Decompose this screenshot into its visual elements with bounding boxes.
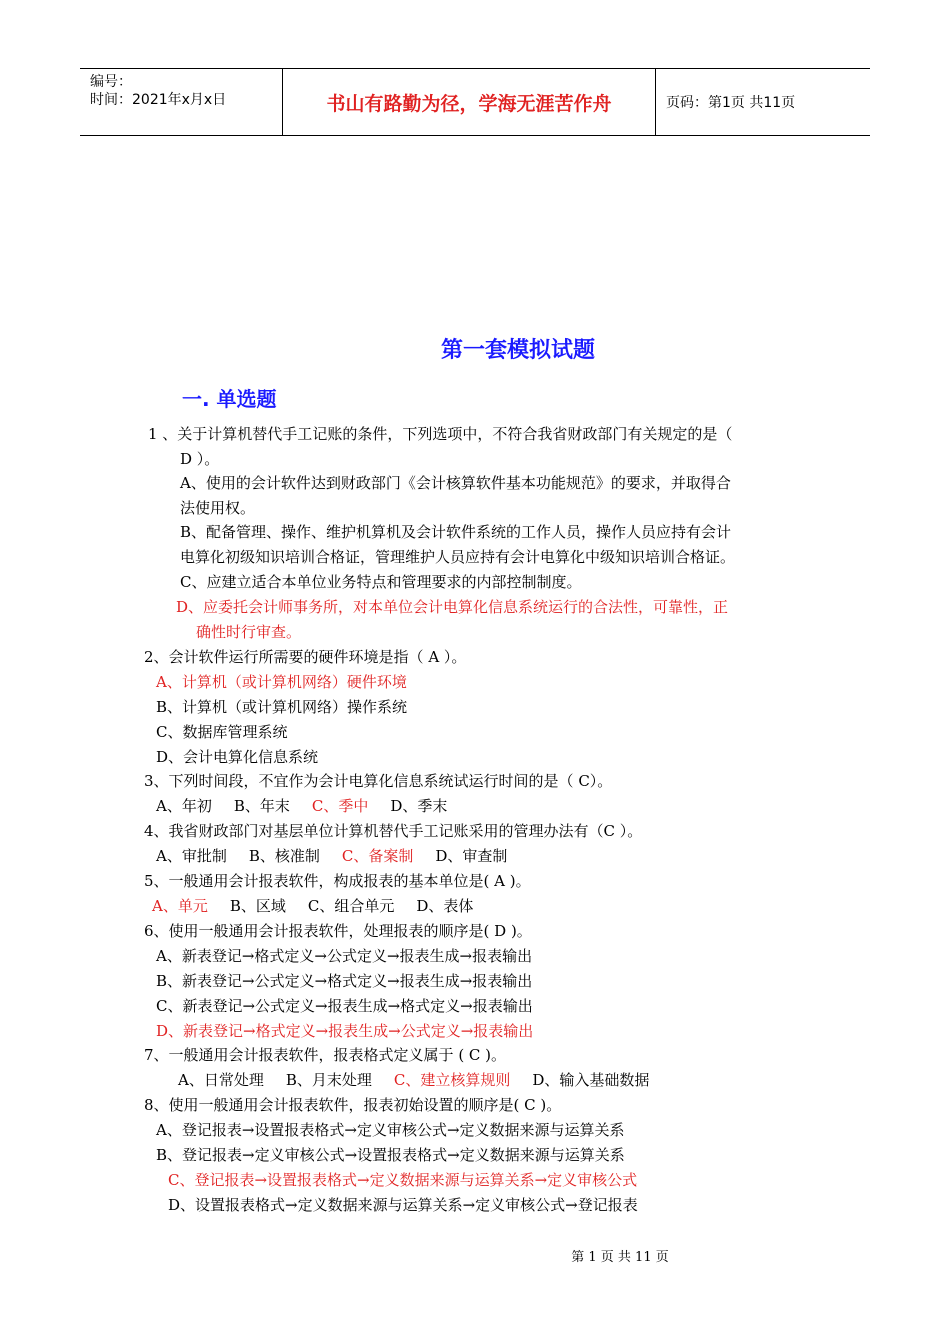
option-text: C、组合单元 bbox=[307, 897, 395, 915]
question-line: 确性时行审查。 bbox=[196, 623, 302, 641]
question-line: 8、使用一般通用会计报表软件，报表初始设置的顺序是( C )。 bbox=[144, 1096, 562, 1114]
question-line: 1 、关于计算机替代手工记账的条件，下列选项中，不符合我省财政部门有关规定的是（ bbox=[148, 425, 733, 443]
question-line: C、登记报表→设置报表格式→定义数据来源与运算关系→定义审核公式 bbox=[168, 1171, 638, 1189]
option-text: C、季中 bbox=[311, 797, 369, 815]
question-line: C、新表登记→公式定义→报表生成→格式定义→报表输出 bbox=[156, 997, 533, 1015]
question-line: C、应建立适合本单位业务特点和管理要求的内部控制制度。 bbox=[180, 573, 582, 591]
option-text: C、建立核算规则 bbox=[393, 1071, 511, 1089]
option-text: B、年末 bbox=[233, 797, 290, 815]
question-line: A、使用的会计软件达到财政部门《会计核算软件基本功能规范》的要求，并取得合 bbox=[180, 474, 731, 492]
question-line: A、计算机（或计算机网络）硬件环境 bbox=[156, 673, 407, 691]
question-line: 4、我省财政部门对基层单位计算机替代手工记账采用的管理办法有（C ）。 bbox=[144, 822, 643, 840]
question-line: D、会计电算化信息系统 bbox=[156, 748, 319, 766]
option-text: D、输入基础数据 bbox=[532, 1071, 650, 1089]
question-line bbox=[152, 896, 495, 916]
doc-title: 第一套模拟试题 bbox=[440, 338, 595, 363]
page-header bbox=[80, 68, 870, 136]
option-text: D、表体 bbox=[416, 897, 474, 915]
option-text: A、单元 bbox=[152, 897, 208, 915]
section-title: 一. 单选题 bbox=[182, 387, 277, 411]
option-text: A、审批制 bbox=[156, 847, 227, 865]
question-line: B、新表登记→公式定义→格式定义→报表生成→报表输出 bbox=[156, 972, 533, 990]
option-text: B、月末处理 bbox=[285, 1071, 372, 1089]
code-label: 编号： bbox=[90, 74, 132, 90]
question-line: 5、一般通用会计报表软件，构成报表的基本单位是( A )。 bbox=[144, 872, 531, 890]
question-line bbox=[156, 796, 469, 816]
question-line: D ）。 bbox=[180, 450, 220, 468]
page-footer: 第 1 页 共 11 页 bbox=[571, 1250, 669, 1265]
question-line: B、登记报表→定义审核公式→设置报表格式→定义数据来源与运算关系 bbox=[156, 1146, 625, 1164]
option-text: B、区域 bbox=[229, 897, 286, 915]
question-line: A、登记报表→设置报表格式→定义审核公式→定义数据来源与运算关系 bbox=[156, 1121, 625, 1139]
question-line: D、设置报表格式→定义数据来源与运算关系→定义审核公式→登记报表 bbox=[168, 1196, 638, 1214]
option-text: A、日常处理 bbox=[178, 1071, 264, 1089]
question-line: A、新表登记→格式定义→公式定义→报表生成→报表输出 bbox=[156, 947, 533, 965]
question-line: 法使用权。 bbox=[180, 499, 256, 517]
question-line: 3、下列时间段，不宜作为会计电算化信息系统试运行时间的是（ C）。 bbox=[144, 772, 613, 790]
question-line: 6、使用一般通用会计报表软件，处理报表的顺序是( D )。 bbox=[144, 922, 532, 940]
question-line: B、计算机（或计算机网络）操作系统 bbox=[156, 698, 408, 716]
option-text: D、审查制 bbox=[435, 847, 508, 865]
option-text: C、备案制 bbox=[341, 847, 414, 865]
question-line: B、配备管理、操作、维护机算机及会计软件系统的工作人员，操作人员应持有会计 bbox=[180, 523, 732, 541]
question-line: D、应委托会计师事务所，对本单位会计电算化信息系统运行的合法性，可靠性，正 bbox=[176, 598, 729, 616]
option-text: A、年初 bbox=[156, 797, 212, 815]
header-page-info: 页码：第1页 共11页 bbox=[666, 95, 796, 111]
question-line: 电算化初级知识培训合格证，管理维护人员应持有会计电算化中级知识培训合格证。 bbox=[180, 548, 736, 566]
question-line: D、新表登记→格式定义→报表生成→公式定义→报表输出 bbox=[156, 1022, 534, 1040]
option-text: B、核准制 bbox=[248, 847, 320, 865]
question-line: 2、会计软件运行所需要的硬件环境是指（ A ）。 bbox=[144, 648, 467, 666]
question-line bbox=[156, 846, 529, 866]
question-line bbox=[178, 1070, 671, 1090]
option-text: D、季末 bbox=[390, 797, 448, 815]
header-motto: 书山有路勤为径，学海无涯苦作舟 bbox=[283, 69, 656, 135]
header-left-cell bbox=[80, 69, 283, 135]
question-line: C、数据库管理系统 bbox=[156, 723, 288, 741]
question-line: 7、一般通用会计报表软件，报表格式定义属于 ( C )。 bbox=[144, 1046, 507, 1064]
time-label: 时间：2021年x月x日 bbox=[90, 92, 227, 108]
